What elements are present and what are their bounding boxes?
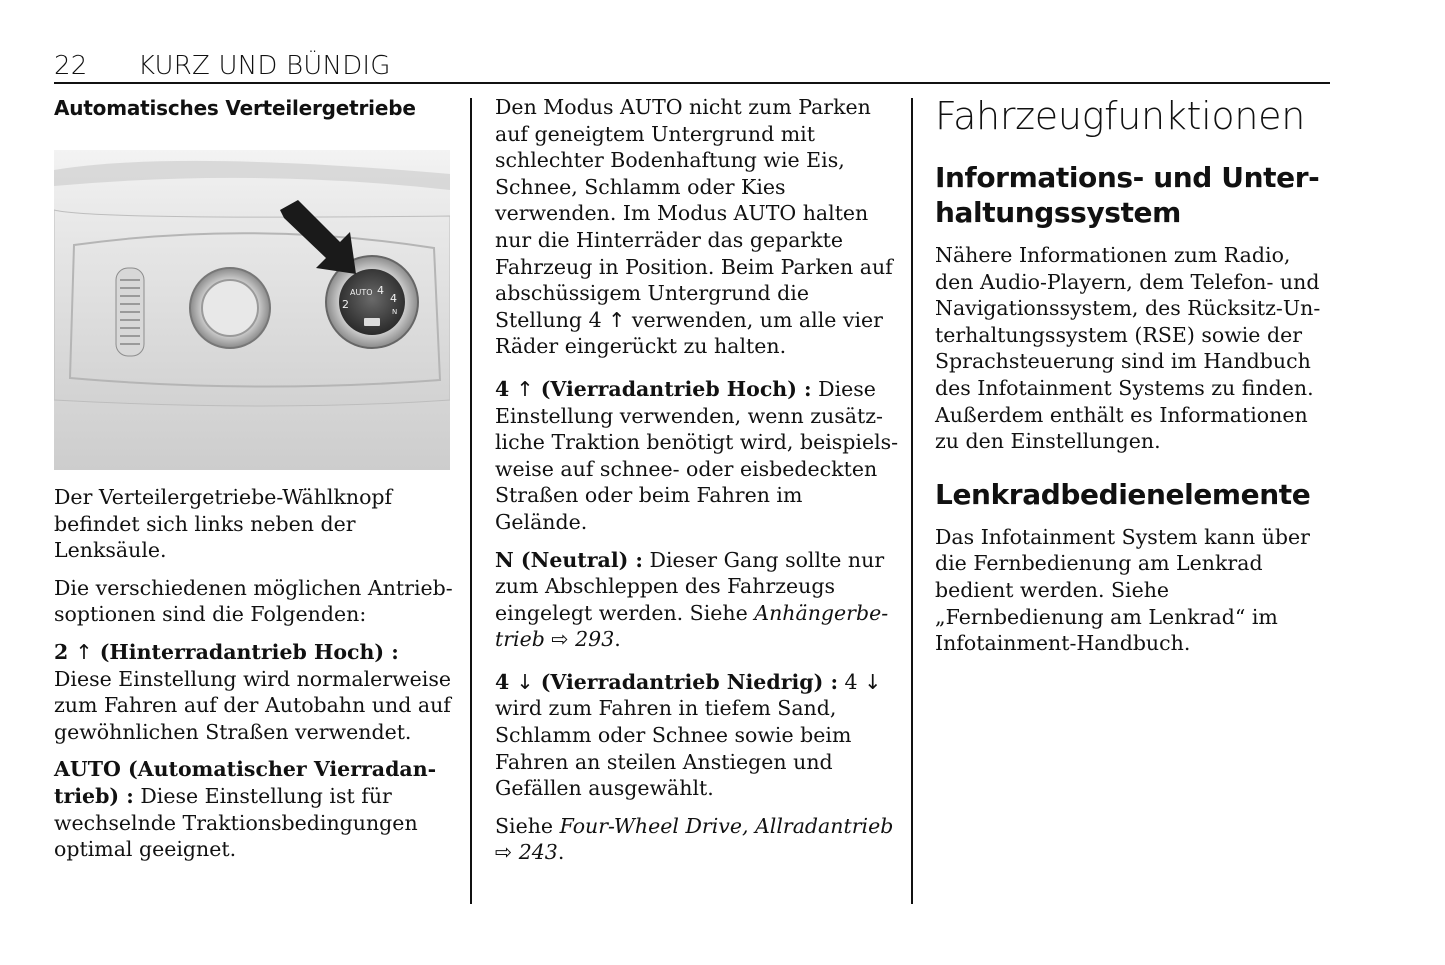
option-auto: AUTO (Automatischer Vierradantrieb) : Diese Einstellung ist für wechselnde Traktionsbedingungen optimal geeignet. xyxy=(54,757,437,862)
knob-auto-label: AUTO xyxy=(350,288,373,297)
section-title: KURZ UND BÜNDIG xyxy=(138,51,391,81)
column-3 xyxy=(935,94,1335,679)
option-2hi: 2 ↑ (Hinterradantrieb Hoch) : Diese Einstellung wird normalerweise zum Fahren auf der Autobahn und auf gewöhnlichen Straßen verwendet. xyxy=(54,639,451,744)
knob-4lo-label: 4 xyxy=(390,292,397,305)
knob-2-label: 2 xyxy=(342,298,349,311)
column-divider-2 xyxy=(911,98,913,904)
infotainment-heading: Informations- und Unterhaltungssystem xyxy=(935,161,1320,229)
down-arrow-icon: ↓ xyxy=(516,669,534,694)
steering-controls-paragraph: Das Infotainment System kann über die Fernbedienung am Lenkrad bedient werden. Siehe „Fernbedienung am Lenkrad“ im Infotainment-Handbuch. xyxy=(935,524,1310,656)
chapter-title: Fahrzeugfunktionen xyxy=(935,94,1305,138)
knob-location-paragraph: Der Verteilergetriebe-Wählknopf befindet sich links neben der Lenksäule. xyxy=(54,485,393,563)
page-reference-icon: ⇨ xyxy=(495,840,513,865)
option-neutral: N (Neutral) : Dieser Gang sollte nur zum Abschleppen des Fahrzeugs eingelegt werden. Siehe Anhängerbetrieb ⇨ 293. xyxy=(495,547,889,652)
auto-parking-paragraph: Den Modus AUTO nicht zum Parken auf geneigtem Untergrund mit schlechter Bodenhaftung wie Eis, Schnee, Schlamm oder Kies verwenden. Im Modus AUTO halten nur die Hinterräder das geparkte Fahrzeug in Position. Beim Parken auf abschüssigem Untergrund die Stellung 4 ↑ verwenden, um alle vier Räder eingerückt zu halten. xyxy=(495,95,893,359)
option-4lo: 4 ↓ (Vierradantrieb Niedrig) : 4 ↓ wird zum Fahren in tiefem Sand, Schlamm oder Schnee sowie beim Fahren an steilen Anstiegen und Gefällen ausgewählt. xyxy=(495,669,882,801)
knob-4hi-label: 4 xyxy=(377,284,384,297)
option-4hi: 4 ↑ (Vierradantrieb Hoch) : Diese Einstellung verwenden, wenn zusätzliche Traktion benötigt wird, beispielsweise auf schnee- oder eisbedeckten Straßen oder beim Fahren im Gelände. xyxy=(495,376,899,534)
four-wheel-drive-reference-link[interactable]: Four-Wheel Drive, Allradantrieb ⇨ 243 xyxy=(495,813,894,865)
column-1 xyxy=(54,94,454,863)
see-also-paragraph: Siehe Four-Wheel Drive, Allradantrieb ⇨ 243. xyxy=(495,813,894,865)
column-divider-1 xyxy=(470,98,472,904)
section-heading: Automatisches Verteilergetriebe xyxy=(54,96,416,120)
transfer-case-knob-photo xyxy=(54,150,450,470)
up-arrow-icon: ↑ xyxy=(516,376,534,401)
page-number: 22 xyxy=(54,51,88,81)
trailer-reference-link[interactable]: Anhängerbetrieb ⇨ 293 xyxy=(495,600,889,652)
infotainment-paragraph: Nähere Informationen zum Radio, den Audio-Playern, dem Telefon- und Navigationssystem, des Rücksitz-Unterhaltungssystem (RSE) sowie der Sprachsteuerung sind im Handbuch des Infotainment Systems zu finden. Außerdem enthält es Informationen zu den Einstellungen. xyxy=(935,243,1321,454)
down-arrow-icon: ↓ xyxy=(864,669,882,694)
knob-n-label: N xyxy=(392,308,398,316)
steering-controls-heading: Lenkradbedienelemente xyxy=(935,477,1311,511)
page-header xyxy=(54,50,1330,84)
knob-illustration xyxy=(54,150,450,470)
page-reference-icon: ⇨ xyxy=(551,627,569,652)
column-2 xyxy=(495,94,900,866)
up-arrow-icon: ↑ xyxy=(75,639,93,664)
options-intro-paragraph: Die verschiedenen möglichen Antriebsoptionen sind die Folgenden: xyxy=(54,575,453,627)
up-arrow-icon: ↑ xyxy=(608,307,626,332)
